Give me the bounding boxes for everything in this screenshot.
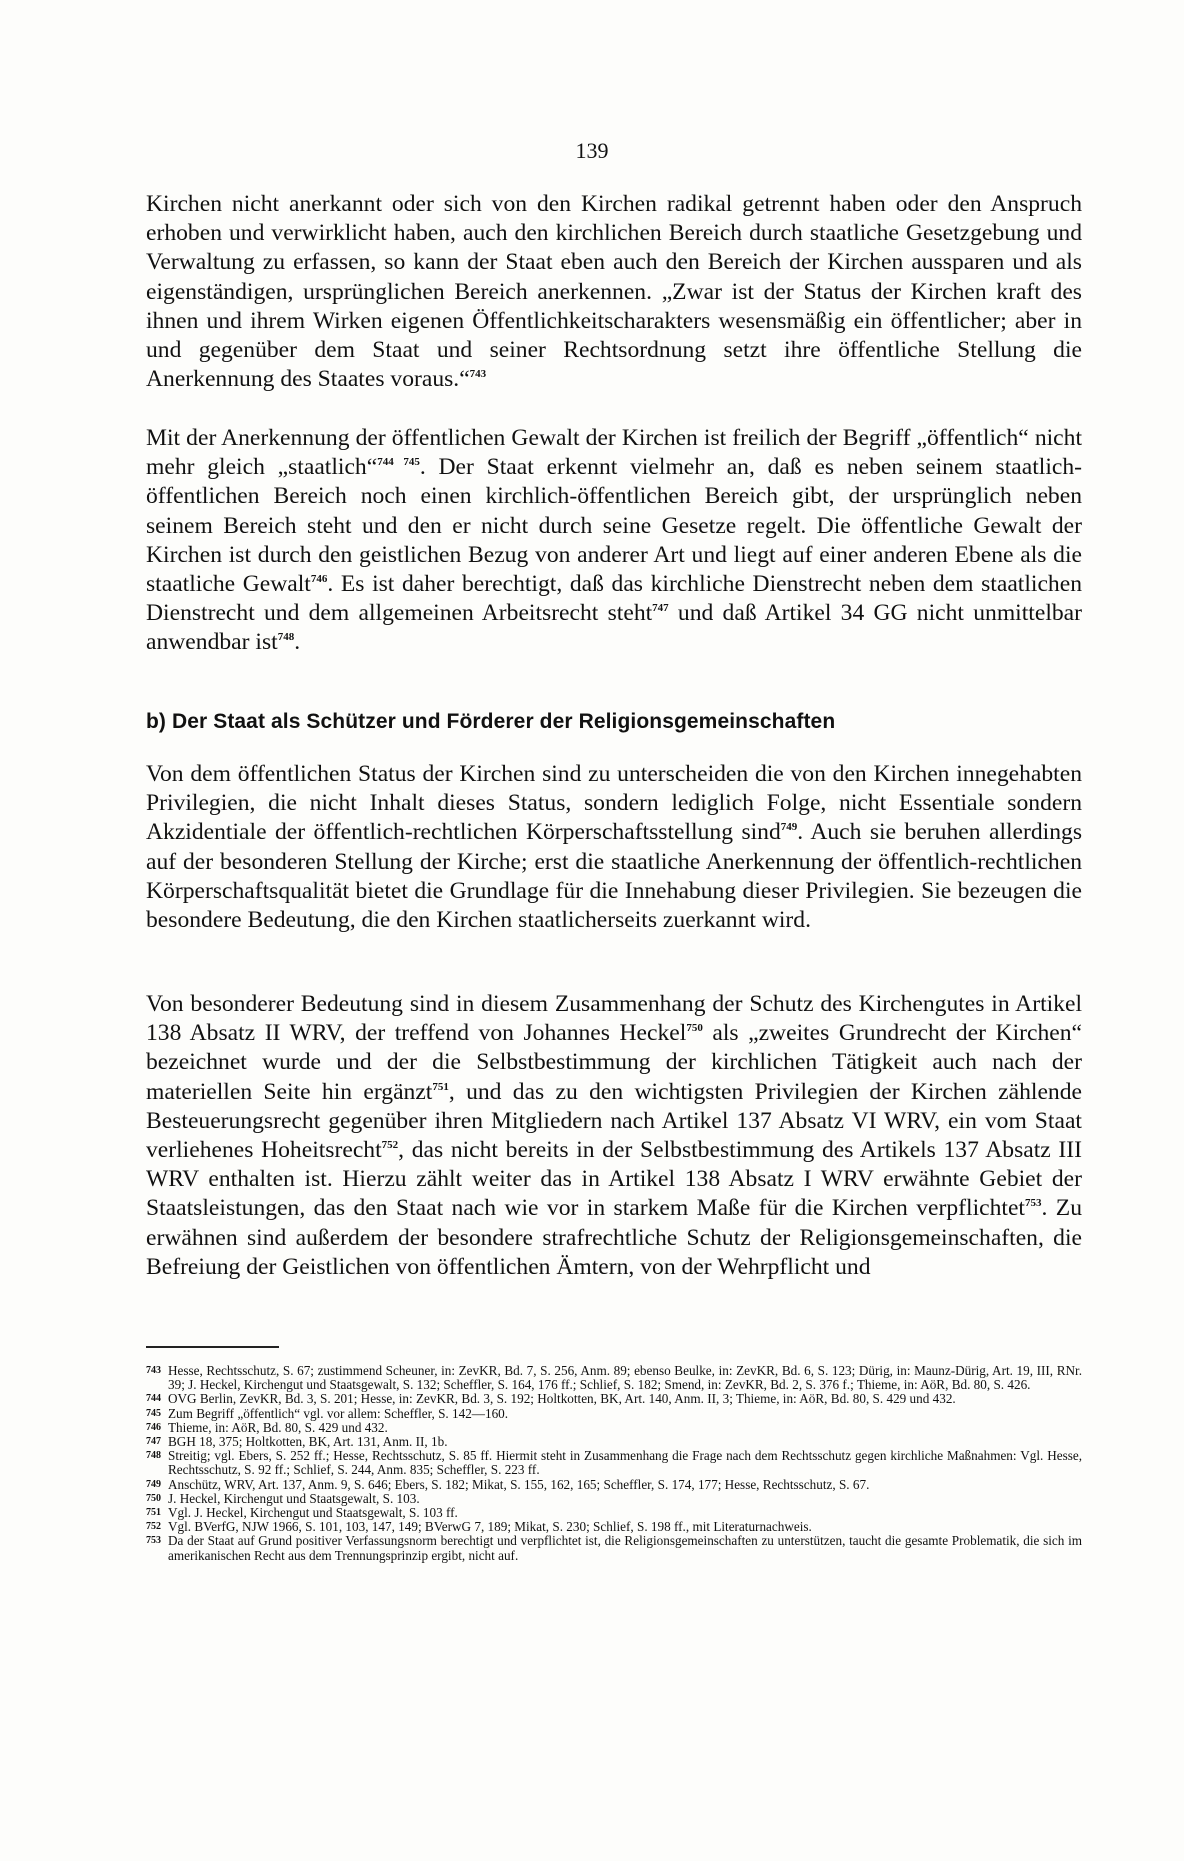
paragraph-4-text: , das nicht bereits in der Selbstbestimmung des Artikels 137 Absatz III WRV enthalten ist. Hierzu zählt weiter das in Artikel 138 Absatz I WRV erwähnte Gebiet der Staatsleistungen, das den Staat nach wie vor in starkem Maße für die Kirchen verpflichtet xyxy=(146,1137,1082,1222)
paragraph-4-text: als „zweites Grundrecht der Kirchen“ bezeichnet wurde und der die Selbstbestimmung der kirchlichen Tätigkeit auch nach der materiellen Seite hin ergänzt xyxy=(146,1020,1082,1105)
paragraph-2-text: . Der Staat erkennt vielmehr an, daß es neben seinem staatlich-öffentlichen Bereich noch einen kirchlich-öffentlichen Bereich gibt, der ursprünglich neben seinem Bereich steht und den er nicht durch seine Gesetze regelt. Die öffentliche Gewalt der Kirchen ist durch den geistlichen Bezug von anderer Art und liegt auf einer anderen Ebene als die staatliche Gewalt xyxy=(146,454,1083,598)
footnote-ref-743[interactable]: 743 xyxy=(469,368,487,381)
footnote-number: 750 xyxy=(146,1492,161,1504)
paragraph-2-text: . Es ist daher berechtigt, daß das kirchliche Dienstrecht neben dem staatlichen Dienstrecht und dem allgemeinen Arbeitsrecht steht xyxy=(146,571,1082,627)
footnote-ref-750[interactable]: 750 xyxy=(686,1022,703,1035)
footnote xyxy=(146,1407,1082,1421)
footnote-text: Vgl. BVerfG, NJW 1966, S. 101, 103, 147, 149; BVerwG 7, 189; Mikat, S. 230; Schlief, S. 198 ff., mit Literaturnachweis. xyxy=(168,1519,812,1535)
footnote-ref-744-745[interactable]: 744 745 xyxy=(377,456,420,469)
footnote-number: 748 xyxy=(146,1450,161,1462)
footnote xyxy=(146,1506,1082,1520)
footnote xyxy=(146,1492,1082,1506)
footnote-text: OVG Berlin, ZevKR, Bd. 3, S. 201; Hesse, in: ZevKR, Bd. 3, S. 192; Holtkotten, BK, Art. 140, Anm. II, 3; Thieme, in: AöR, Bd. 80, S. 429 und 432. xyxy=(168,1391,956,1407)
footnotes xyxy=(146,1364,1082,1563)
footnote xyxy=(146,1520,1082,1534)
footnote-text: Hesse, Rechtsschutz, S. 67; zustimmend Scheuner, in: ZevKR, Bd. 7, S. 256, Anm. 89; ebenso Beulke, in: ZevKR, Bd. 6, S. 123; Dürig, in: Maunz-Dürig, Art. 19, III, RNr. 39; J. Heckel, Kirchengut und Staatsgewalt, S. 132; Scheffler, S. 164, 176 ff.; Schlief, S. 182; Smend, in: ZevKR, Bd. 2, S. 376 f.; Thieme, in: AöR, Bd. 80, S. 426. xyxy=(168,1363,1082,1393)
footnote-number: 747 xyxy=(146,1436,161,1448)
footnote-ref-753[interactable]: 753 xyxy=(1024,1197,1042,1210)
footnote xyxy=(146,1364,1082,1392)
footnote-number: 744 xyxy=(146,1393,161,1405)
paragraph-2-text: und daß Artikel 34 GG nicht unmittelbar anwendbar ist xyxy=(146,600,1082,656)
paragraph-2-text: . xyxy=(294,629,301,656)
footnote-text: Streitig; vgl. Ebers, S. 252 ff.; Hesse, Rechtsschutz, S. 85 ff. Hiermit steht in Zusammenhang die Frage nach dem Rechtsschutz gegen kirchliche Maßnahmen: Vgl. Hesse, Rechtsschutz, S. 92 ff.; Schlief, S. 244, Anm. 835; Scheffler, S. 223 ff. xyxy=(168,1448,1082,1478)
footnote xyxy=(146,1421,1082,1435)
footnote-text: Da der Staat auf Grund positiver Verfassungsnorm berechtigt und verpflichtet ist, die Religionsgemeinschaften zu unterstützen, taucht die gesamte Problematik, die sich im amerikanischen Recht aus dem Trennungsprinzip ergibt, nicht auf. xyxy=(168,1533,1082,1563)
footnote-ref-746[interactable]: 746 xyxy=(310,573,328,586)
footnote-text: Vgl. J. Heckel, Kirchengut und Staatsgewalt, S. 103 ff. xyxy=(168,1505,458,1521)
footnote-number: 751 xyxy=(146,1507,161,1519)
paragraph-3-text: Von dem öffentlichen Status der Kirchen sind zu unterscheiden die von den Kirchen innegehabten Privilegien, die nicht Inhalt dieses Status, sondern lediglich Folge, nicht Essentiale sondern Akzidentiale der öffentlich-rechtlichen Körperschaftsstellung sind xyxy=(146,761,1082,846)
footnote-ref-752[interactable]: 752 xyxy=(381,1139,399,1152)
footnote-number: 753 xyxy=(146,1535,161,1547)
footnote-number: 746 xyxy=(146,1421,161,1433)
footnote-number: 745 xyxy=(146,1407,161,1419)
footnote-ref-749[interactable]: 749 xyxy=(780,821,798,834)
paragraph-2 xyxy=(146,424,1082,658)
paragraph-4-text: , und das zu den wichtigsten Privilegien der Kirchen zählende Besteuerungsrecht gegenüber ihren Mitgliedern nach Artikel 137 Absatz VI WRV, ein vom Staat verliehenes Hoheitsrecht xyxy=(146,1078,1082,1164)
footnote-number: 749 xyxy=(146,1478,161,1490)
footnote xyxy=(146,1478,1082,1492)
section-heading: b) Der Staat als Schützer und Förderer der Religionsgemeinschaften xyxy=(146,710,836,733)
paragraph-4 xyxy=(146,990,1082,1282)
paragraph-3-text: . Auch sie beruhen allerdings auf der besonderen Stellung der Kirche; erst die staatliche Anerkennung der öffentlich-rechtlichen Körperschaftsqualität bietet die Grundlage für die Innehabung dieser Privilegien. Sie bezeugen die besondere Bedeutung, die den Kirchen staatlicherseits zuerkannt wird. xyxy=(146,819,1083,934)
footnote-ref-748[interactable]: 748 xyxy=(277,631,295,644)
footnote-number: 743 xyxy=(146,1365,161,1376)
paragraph-4-text: Von besonderer Bedeutung sind in diesem Zusammenhang der Schutz des Kirchengutes in Artikel 138 Absatz II WRV, der treffend von Johannes Heckel xyxy=(146,991,1082,1047)
footnote-text: J. Heckel, Kirchengut und Staatsgewalt, S. 103. xyxy=(168,1490,420,1506)
paragraph-1-text: Kirchen nicht anerkannt oder sich von den Kirchen radikal getrennt haben oder den Anspruch erhoben und verwirklicht haben, auch den kirchlichen Bereich durch staatliche Gesetzgebung und Verwaltung zu erfassen, so kann der Staat eben auch den Bereich der Kirchen aussparen und als eigenständigen, ursprünglichen Bereich anerkennen. „Zwar ist der Status der Kirchen kraft des ihnen und ihrem Wirken eigenen Öffentlichkeitscharakters wesensmäßig ein öffentlicher; aber in und gegenüber dem Staat und seiner Rechtsordnung setzt ihre öffentliche Stellung die Anerkennung des Staates voraus.“ xyxy=(146,191,1082,393)
footnote-text: BGH 18, 375; Holtkotten, BK, Art. 131, Anm. II, 1b. xyxy=(168,1434,448,1450)
footnote-separator xyxy=(146,1346,279,1348)
paragraph-2-text: Mit der Anerkennung der öffentlichen Gewalt der Kirchen ist freilich der Begriff „öffentlich“ nicht mehr gleich „staatlich“ xyxy=(146,425,1082,481)
page-number: 139 xyxy=(575,138,609,163)
footnote-text: Zum Begriff „öffentlich“ vgl. vor allem: Scheffler, S. 142—160. xyxy=(168,1405,509,1421)
footnote-text: Thieme, in: AöR, Bd. 80, S. 429 und 432. xyxy=(168,1419,388,1435)
footnote-number: 752 xyxy=(146,1521,161,1533)
footnote xyxy=(146,1435,1082,1449)
footnote xyxy=(146,1534,1082,1562)
footnote xyxy=(146,1449,1082,1477)
footnote xyxy=(146,1392,1082,1406)
paragraph-3 xyxy=(146,760,1082,935)
footnote-ref-747[interactable]: 747 xyxy=(652,602,669,615)
paragraph-1 xyxy=(146,190,1082,394)
footnote-ref-751[interactable]: 751 xyxy=(432,1080,449,1093)
footnote-text: Anschütz, WRV, Art. 137, Anm. 9, S. 646; Ebers, S. 182; Mikat, S. 155, 162, 165; Scheffler, S. 174, 177; Hesse, Rechtsschutz, S. 67. xyxy=(168,1476,870,1492)
paragraph-4-text: . Zu erwähnen sind außerdem der besondere strafrechtliche Schutz der Religionsgemeinschaften, die Befreiung der Geistlichen von öffentlichen Ämtern, von der Wehrpflicht und xyxy=(146,1195,1082,1280)
